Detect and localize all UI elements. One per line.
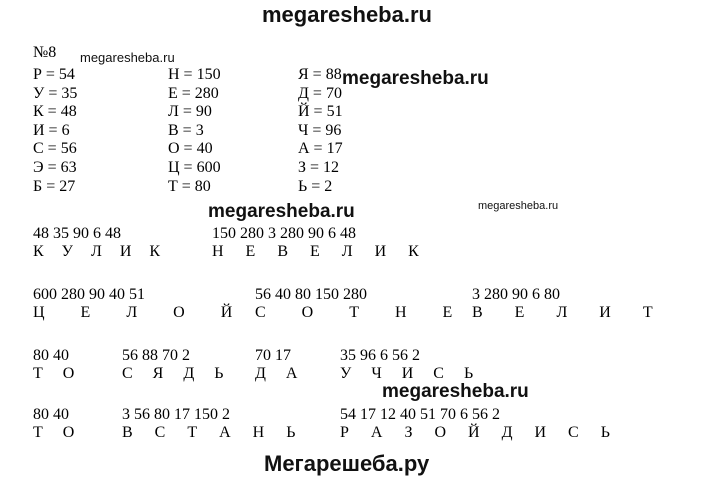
code-word: Н Е В Е Л И К: [212, 243, 428, 260]
code-word: С О Т Н Е: [255, 304, 469, 321]
watermark-middle: megaresheba.ru: [208, 201, 355, 222]
legend-column-1: [33, 66, 77, 196]
legend-entry: У = 35: [33, 84, 78, 102]
code-numbers: 56 88 70 2: [122, 347, 190, 364]
code-word: С Я Д Ь: [122, 365, 232, 382]
code-numbers: 56 40 80 150 280: [255, 286, 367, 303]
legend-entry: Э = 63: [33, 158, 77, 176]
code-numbers: 3 56 80 17 150 2: [122, 406, 230, 423]
code-word: Д А: [255, 365, 306, 382]
code-word: В С Т А Н Ь: [122, 424, 305, 441]
watermark-top: megaresheba.ru: [262, 2, 432, 27]
watermark-small: megaresheba.ru: [80, 50, 175, 65]
legend-entry: Б = 27: [33, 177, 76, 195]
legend-entry: Д = 70: [298, 84, 342, 102]
code-numbers: 48 35 90 6 48: [33, 225, 121, 242]
legend-entry: Ь = 2: [298, 177, 333, 195]
legend-entry: И = 6: [33, 121, 70, 139]
legend-entry: С = 56: [33, 140, 77, 158]
legend-entry: Я = 88: [298, 66, 342, 83]
code-word: Р А З О Й Д И С Ь: [340, 424, 619, 441]
code-word: Ц Е Л О Й: [33, 304, 249, 321]
code-numbers: 150 280 3 280 90 6 48: [212, 225, 356, 242]
legend-entry: О = 40: [168, 140, 213, 158]
legend-entry: Й = 51: [298, 103, 343, 121]
code-numbers: 3 280 90 6 80: [472, 286, 560, 303]
code-numbers: 54 17 12 40 51 70 6 56 2: [340, 406, 500, 423]
code-word: К У Л И К: [33, 243, 168, 260]
watermark-bottom: Мегарешеба.ру: [264, 451, 430, 476]
code-word: У Ч И С Ь: [340, 365, 482, 382]
legend-entry: К = 48: [33, 103, 77, 121]
code-numbers: 80 40: [33, 406, 69, 423]
legend-entry: А = 17: [298, 140, 343, 158]
code-word: Т О: [33, 365, 83, 382]
code-word: В Е Л И Т: [472, 304, 667, 321]
legend-entry: Е = 280: [168, 84, 219, 102]
legend-column-2: [168, 66, 221, 196]
legend-entry: Р = 54: [33, 66, 75, 83]
legend-entry: Т = 80: [168, 177, 211, 195]
watermark-lower: megaresheba.ru: [382, 381, 529, 402]
legend-entry: Н = 150: [168, 66, 221, 83]
legend-entry: В = 3: [168, 121, 204, 139]
legend-entry: Ц = 600: [168, 158, 221, 176]
code-numbers: 70 17: [255, 347, 291, 364]
watermark-tiny: megaresheba.ru: [478, 200, 559, 212]
legend-entry: З = 12: [298, 158, 340, 176]
legend-entry: Ч = 96: [298, 121, 342, 139]
code-numbers: 80 40: [33, 347, 69, 364]
legend-column-3: [298, 66, 343, 196]
code-numbers: 35 96 6 56 2: [340, 347, 420, 364]
code-numbers: 600 280 90 40 51: [33, 286, 145, 303]
legend-entry: Л = 90: [168, 103, 212, 121]
watermark-legend: megaresheba.ru: [342, 68, 489, 89]
code-word: Т О: [33, 424, 83, 441]
problem-number: №8: [33, 44, 57, 61]
